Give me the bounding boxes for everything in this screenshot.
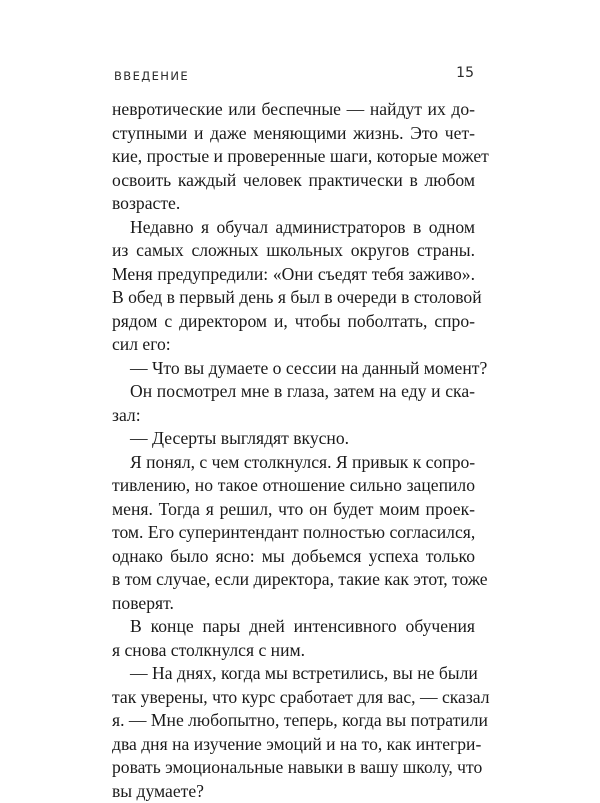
text-line: — Что вы думаете о сессии на данный момент? <box>112 357 475 381</box>
text-line: Меня предупредили: «Они съедят тебя заживо». <box>112 263 475 287</box>
text-line: зал: <box>112 404 475 428</box>
text-line: так уверены, что курс сработает для вас, — сказал <box>112 686 475 710</box>
text-line: из самых сложных школьных округов страны. <box>112 239 475 263</box>
text-line: сил его: <box>112 333 475 357</box>
text-line: Недавно я обучал администраторов в одном <box>112 216 475 240</box>
running-header <box>114 65 474 85</box>
text-line: тивлению, но такое отношение сильно зацепило <box>112 474 475 498</box>
text-line: В конце пары дней интенсивного обучения <box>112 615 475 639</box>
text-line: — На днях, когда мы встретились, вы не были <box>112 662 475 686</box>
text-line: два дня на изучение эмоций и на то, как интегри- <box>112 733 475 757</box>
text-line: — Десерты выглядят вкусно. <box>112 427 475 451</box>
text-line: я. — Мне любопытно, теперь, когда вы потратили <box>112 709 475 733</box>
text-line: освоить каждый человек практически в любом <box>112 169 475 193</box>
section-title: ВВЕДЕНИЕ <box>114 69 189 83</box>
text-line: возрасте. <box>112 192 475 216</box>
body-text <box>112 98 475 803</box>
text-line: ровать эмоциональные навыки в вашу школу, что <box>112 756 475 780</box>
text-line: невротические или беспечные — найдут их до- <box>112 98 475 122</box>
text-line: ступными и даже меняющими жизнь. Это чет- <box>112 122 475 146</box>
text-line: поверят. <box>112 592 475 616</box>
text-line: рядом с директором и, чтобы поболтать, спро- <box>112 310 475 334</box>
text-line: В обед в первый день я был в очереди в столовой <box>112 286 475 310</box>
text-line: вы думаете? <box>112 780 475 803</box>
text-line: я снова столкнулся с ним. <box>112 639 475 663</box>
text-line: том. Его суперинтендант полностью согласился, <box>112 521 475 545</box>
page-number: 15 <box>456 65 474 81</box>
text-line: Он посмотрел мне в глаза, затем на еду и ска- <box>112 380 475 404</box>
text-line: кие, простые и проверенные шаги, которые может <box>112 145 475 169</box>
text-line: Я понял, с чем столкнулся. Я привык к сопро- <box>112 451 475 475</box>
text-line: меня. Тогда я решил, что он будет моим проек- <box>112 498 475 522</box>
text-line: в том случае, если директора, такие как этот, тоже <box>112 568 475 592</box>
text-line: однако было ясно: мы добьемся успеха только <box>112 545 475 569</box>
